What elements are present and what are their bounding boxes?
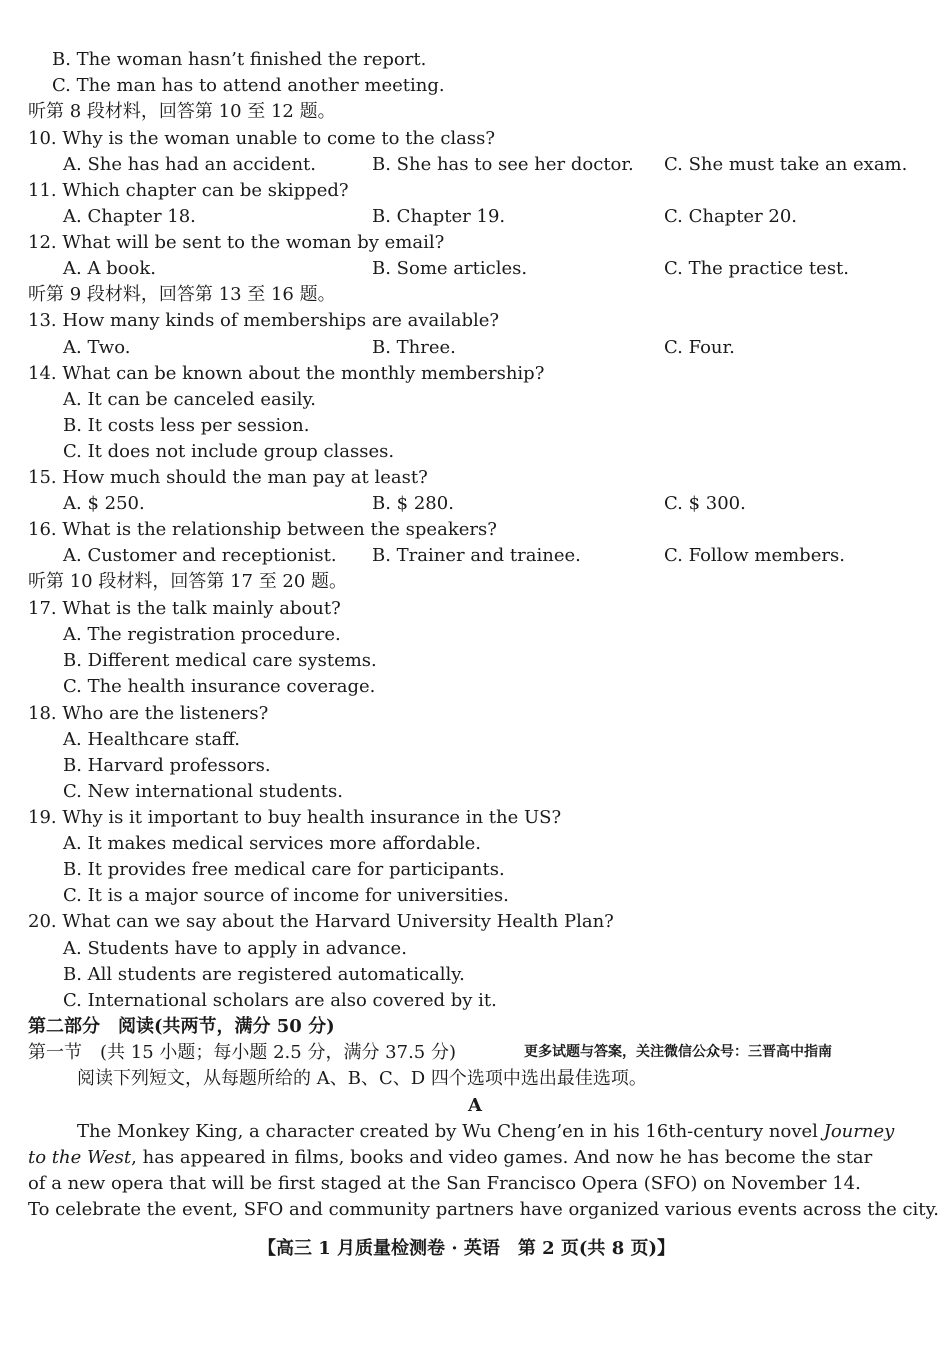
question-stem: 17. What is the talk mainly about? xyxy=(28,598,341,619)
passage-label: A xyxy=(468,1095,482,1116)
section-instruction: 听第 9 段材料，回答第 13 至 16 题。 xyxy=(28,284,336,305)
option-a: A. It can be canceled easily. xyxy=(63,389,316,410)
question-stem: 20. What can we say about the Harvard University Health Plan? xyxy=(28,911,614,932)
option-a: A. Two. xyxy=(63,337,131,358)
passage-line: To celebrate the event, SFO and community partners have organized various events across the city. xyxy=(28,1199,940,1220)
option-text: B. The woman hasn’t finished the report. xyxy=(52,49,427,70)
option-b: B. $ 280. xyxy=(372,493,454,514)
passage-text: , has appeared in films, books and video games. And now he has become the star xyxy=(131,1147,873,1168)
option-c: C. She must take an exam. xyxy=(664,154,908,175)
question-stem: 11. Which chapter can be skipped? xyxy=(28,180,349,201)
option-b: B. Three. xyxy=(372,337,456,358)
option-b: B. Trainer and trainee. xyxy=(372,545,581,566)
option-a: A. Students have to apply in advance. xyxy=(63,938,407,959)
option-c: C. The health insurance coverage. xyxy=(63,676,376,697)
option-c: C. It is a major source of income for universities. xyxy=(63,885,509,906)
novel-title: Journey xyxy=(823,1121,895,1142)
option-c: C. The practice test. xyxy=(664,258,850,279)
part-heading: 第二部分 阅读(共两节，满分 50 分) xyxy=(28,1016,335,1037)
option-b: B. It provides free medical care for participants. xyxy=(63,859,505,880)
option-b: B. It costs less per session. xyxy=(63,415,310,436)
option-a: A. Chapter 18. xyxy=(63,206,196,227)
page-footer: 【高三 1 月质量检测卷 · 英语 第 2 页(共 8 页)】 xyxy=(258,1238,676,1259)
option-c: C. It does not include group classes. xyxy=(63,441,395,462)
option-a: A. She has had an accident. xyxy=(63,154,317,175)
passage-line xyxy=(28,1149,872,1167)
promo-text: 更多试题与答案，关注微信公众号：三晋高中指南 xyxy=(524,1044,832,1060)
option-a: A. The registration procedure. xyxy=(63,624,341,645)
question-stem: 14. What can be known about the monthly membership? xyxy=(28,363,545,384)
passage-line xyxy=(77,1123,894,1141)
question-stem: 18. Who are the listeners? xyxy=(28,703,269,724)
option-c: C. $ 300. xyxy=(664,493,746,514)
question-stem: 19. Why is it important to buy health insurance in the US? xyxy=(28,807,562,828)
question-stem: 12. What will be sent to the woman by email? xyxy=(28,232,445,253)
option-c: C. International scholars are also covered by it. xyxy=(63,990,497,1011)
question-stem: 13. How many kinds of memberships are available? xyxy=(28,310,500,331)
option-text: C. The man has to attend another meeting. xyxy=(52,75,445,96)
option-b: B. Different medical care systems. xyxy=(63,650,377,671)
option-b: B. She has to see her doctor. xyxy=(372,154,634,175)
option-c: C. New international students. xyxy=(63,781,343,802)
option-a: A. A book. xyxy=(63,258,156,279)
option-a: A. Healthcare staff. xyxy=(63,729,240,750)
option-a: A. It makes medical services more affordable. xyxy=(63,833,481,854)
option-c: C. Follow members. xyxy=(664,545,845,566)
question-stem: 16. What is the relationship between the speakers? xyxy=(28,519,497,540)
novel-title: to the West xyxy=(28,1147,132,1168)
option-b: B. Chapter 19. xyxy=(372,206,506,227)
option-b: B. All students are registered automatically. xyxy=(63,964,465,985)
option-b: B. Some articles. xyxy=(372,258,528,279)
reading-instruction: 阅读下列短文，从每题所给的 A、B、C、D 四个选项中选出最佳选项。 xyxy=(77,1068,647,1089)
section-instruction: 听第 10 段材料，回答第 17 至 20 题。 xyxy=(28,571,348,592)
option-c: C. Four. xyxy=(664,337,735,358)
question-stem: 10. Why is the woman unable to come to the class? xyxy=(28,128,496,149)
passage-line: of a new opera that will be first staged at the San Francisco Opera (SFO) on November 14. xyxy=(28,1173,861,1194)
section-heading: 第一节 (共 15 小题；每小题 2.5 分，满分 37.5 分) xyxy=(28,1042,456,1063)
option-a: A. $ 250. xyxy=(63,493,145,514)
passage-text: The Monkey King, a character created by Wu Cheng’en in his 16th-century novel xyxy=(77,1121,824,1142)
option-b: B. Harvard professors. xyxy=(63,755,271,776)
question-stem: 15. How much should the man pay at least? xyxy=(28,467,428,488)
option-a: A. Customer and receptionist. xyxy=(63,545,337,566)
option-c: C. Chapter 20. xyxy=(664,206,798,227)
section-instruction: 听第 8 段材料，回答第 10 至 12 题。 xyxy=(28,101,336,122)
